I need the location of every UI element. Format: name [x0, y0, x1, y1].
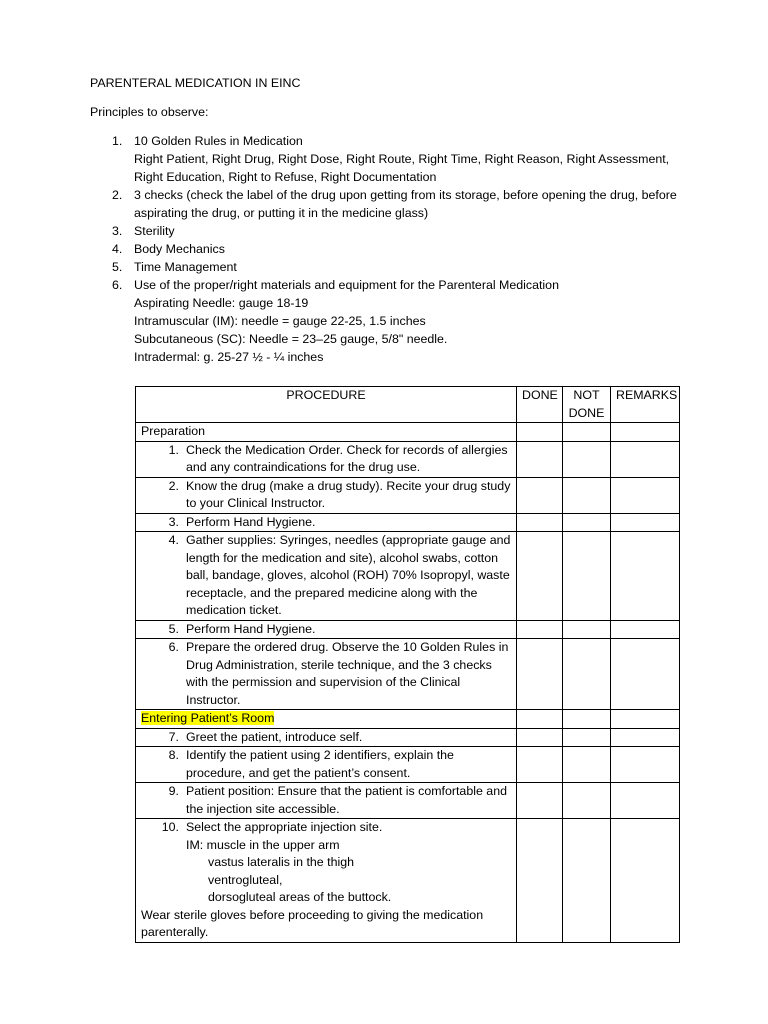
remarks-cell[interactable]	[611, 477, 680, 513]
step-text: Select the appropriate injection site.	[186, 820, 383, 834]
section-row	[136, 423, 680, 442]
remarks-cell[interactable]	[611, 728, 680, 747]
table-row	[136, 783, 680, 819]
section-entering-cell	[136, 710, 517, 729]
step-text: Patient position: Ensure that the patient is comfortable and the injection site accessible.	[186, 784, 507, 816]
principle-detail: Intradermal: g. 25-27 ½ - ¼ inches	[134, 350, 324, 364]
table-row	[136, 639, 680, 710]
step-number: 5.	[168, 621, 179, 636]
document-title: PARENTERAL MEDICATION IN EINC	[90, 76, 301, 90]
not-done-cell[interactable]	[563, 783, 611, 819]
step-number: 6.	[168, 640, 179, 654]
remarks-cell[interactable]	[611, 620, 680, 639]
step-number: 9.	[168, 784, 179, 798]
principle-number: 3.	[112, 224, 123, 238]
table-row	[136, 513, 680, 532]
principle-item	[90, 240, 710, 258]
header-not-done: NOT DONE	[563, 387, 611, 423]
step-number: 2.	[168, 478, 179, 493]
principle-detail: Aspirating Needle: gauge 18-19	[134, 296, 309, 310]
done-cell[interactable]	[517, 783, 563, 819]
step-cell	[136, 477, 517, 513]
remarks-cell[interactable]	[611, 783, 680, 819]
table-row	[136, 477, 680, 513]
done-cell[interactable]	[517, 441, 563, 477]
step-number: 4.	[168, 533, 179, 547]
principle-number: 2.	[112, 188, 123, 202]
injection-site-dorsogluteal: dorsogluteal areas of the buttock.	[208, 890, 392, 904]
principle-item	[90, 222, 710, 240]
step-cell	[136, 532, 517, 621]
header-done: DONE	[517, 387, 563, 423]
document-subtitle: Principles to observe:	[90, 105, 209, 119]
principle-detail: Right Education, Right to Refuse, Right Documentation	[134, 170, 437, 184]
principle-detail: Subcutaneous (SC): Needle = 23–25 gauge, 5/8" needle.	[134, 332, 448, 346]
step-number: 3.	[168, 514, 179, 529]
header-procedure: PROCEDURE	[136, 387, 517, 423]
step-cell	[136, 513, 517, 532]
injection-site-im: IM: muscle in the upper arm	[186, 837, 340, 852]
not-done-cell[interactable]	[563, 423, 611, 442]
table-row	[136, 728, 680, 747]
done-cell[interactable]	[517, 710, 563, 729]
step-cell	[136, 783, 517, 819]
remarks-cell[interactable]	[611, 513, 680, 532]
step-number: 8.	[168, 748, 179, 762]
remarks-cell[interactable]	[611, 441, 680, 477]
principle-number: 4.	[112, 242, 123, 256]
principles-list	[90, 132, 710, 366]
done-cell[interactable]	[517, 477, 563, 513]
not-done-cell[interactable]	[563, 620, 611, 639]
principle-text: Use of the proper/right materials and equipment for the Parenteral Medication	[134, 278, 559, 292]
principle-item	[90, 132, 710, 186]
not-done-cell[interactable]	[563, 532, 611, 621]
done-cell[interactable]	[517, 819, 563, 943]
table-row	[136, 441, 680, 477]
not-done-cell[interactable]	[563, 477, 611, 513]
not-done-cell[interactable]	[563, 513, 611, 532]
not-done-cell[interactable]	[563, 639, 611, 710]
not-done-cell[interactable]	[563, 441, 611, 477]
header-remarks: REMARKS	[611, 387, 680, 423]
step-cell	[136, 639, 517, 710]
table-row	[136, 819, 680, 943]
not-done-cell[interactable]	[563, 747, 611, 783]
principle-number: 1.	[112, 134, 123, 148]
step-cell	[136, 620, 517, 639]
done-cell[interactable]	[517, 532, 563, 621]
step-text: Greet the patient, introduce self.	[186, 729, 363, 744]
done-cell[interactable]	[517, 423, 563, 442]
step-text: Know the drug (make a drug study). Recite your drug study to your Clinical Instructor.	[186, 478, 511, 510]
step-cell	[136, 747, 517, 783]
remarks-cell[interactable]	[611, 710, 680, 729]
section-preparation: Preparation	[136, 423, 517, 442]
step-cell	[136, 441, 517, 477]
step-number: 10.	[161, 820, 179, 834]
principle-number: 6.	[112, 278, 123, 292]
injection-site-ventrogluteal: ventrogluteal,	[208, 872, 283, 887]
not-done-cell[interactable]	[563, 710, 611, 729]
gloves-note: Wear sterile gloves before proceeding to giving the medication parenterally.	[141, 907, 484, 939]
principle-number: 5.	[112, 260, 123, 274]
done-cell[interactable]	[517, 747, 563, 783]
procedure-checklist-table	[135, 386, 680, 943]
not-done-cell[interactable]	[563, 819, 611, 943]
injection-site-vastus: vastus lateralis in the thigh	[208, 855, 355, 869]
step-text: Perform Hand Hygiene.	[186, 514, 316, 529]
step-text: Check the Medication Order. Check for records of allergies and any contraindications for the drug use.	[186, 442, 508, 474]
principle-item	[90, 258, 710, 276]
principle-item	[90, 276, 710, 366]
section-row	[136, 710, 680, 729]
step-number: 1.	[168, 442, 179, 457]
done-cell[interactable]	[517, 513, 563, 532]
table-row	[136, 747, 680, 783]
section-entering-room: Entering Patient’s Room	[141, 711, 275, 725]
remarks-cell[interactable]	[611, 819, 680, 943]
principle-text: Sterility	[134, 224, 175, 238]
principle-detail: Intramuscular (IM): needle = gauge 22-25, 1.5 inches	[134, 314, 426, 328]
table-row	[136, 620, 680, 639]
table-header-row	[136, 387, 680, 423]
step-cell	[136, 819, 517, 943]
remarks-cell[interactable]	[611, 639, 680, 710]
done-cell[interactable]	[517, 639, 563, 710]
step-text: Gather supplies: Syringes, needles (appropriate gauge and length for the medication and site), alcohol swabs, cotton ball, bandage, gloves, alcohol (ROH) 70% Isopropyl, waste receptacle, and the prepared medicine along with the medication ticket.	[186, 533, 511, 617]
principle-item	[90, 186, 710, 222]
step-text: Prepare the ordered drug. Observe the 10 Golden Rules in Drug Administration, sterile technique, and the 3 checks with the permission and supervision of the Clinical Instructor.	[186, 640, 509, 707]
table-row	[136, 532, 680, 621]
step-number: 7.	[168, 729, 179, 744]
done-cell[interactable]	[517, 728, 563, 747]
principle-text: 10 Golden Rules in Medication	[134, 134, 303, 148]
done-cell[interactable]	[517, 620, 563, 639]
remarks-cell[interactable]	[611, 532, 680, 621]
remarks-cell[interactable]	[611, 747, 680, 783]
step-text: Perform Hand Hygiene.	[186, 621, 316, 636]
not-done-cell[interactable]	[563, 728, 611, 747]
principle-detail: Right Patient, Right Drug, Right Dose, Right Route, Right Time, Right Reason, Right Assessment,	[134, 152, 670, 166]
principle-text: Body Mechanics	[134, 242, 225, 256]
step-text: Identify the patient using 2 identifiers, explain the procedure, and get the patient’s consent.	[186, 748, 454, 780]
step-cell	[136, 728, 517, 747]
remarks-cell[interactable]	[611, 423, 680, 442]
principle-text: 3 checks (check the label of the drug upon getting from its storage, before opening the drug, before aspirating the drug, or putting it in the medicine glass)	[134, 188, 677, 220]
principle-text: Time Management	[134, 260, 237, 274]
